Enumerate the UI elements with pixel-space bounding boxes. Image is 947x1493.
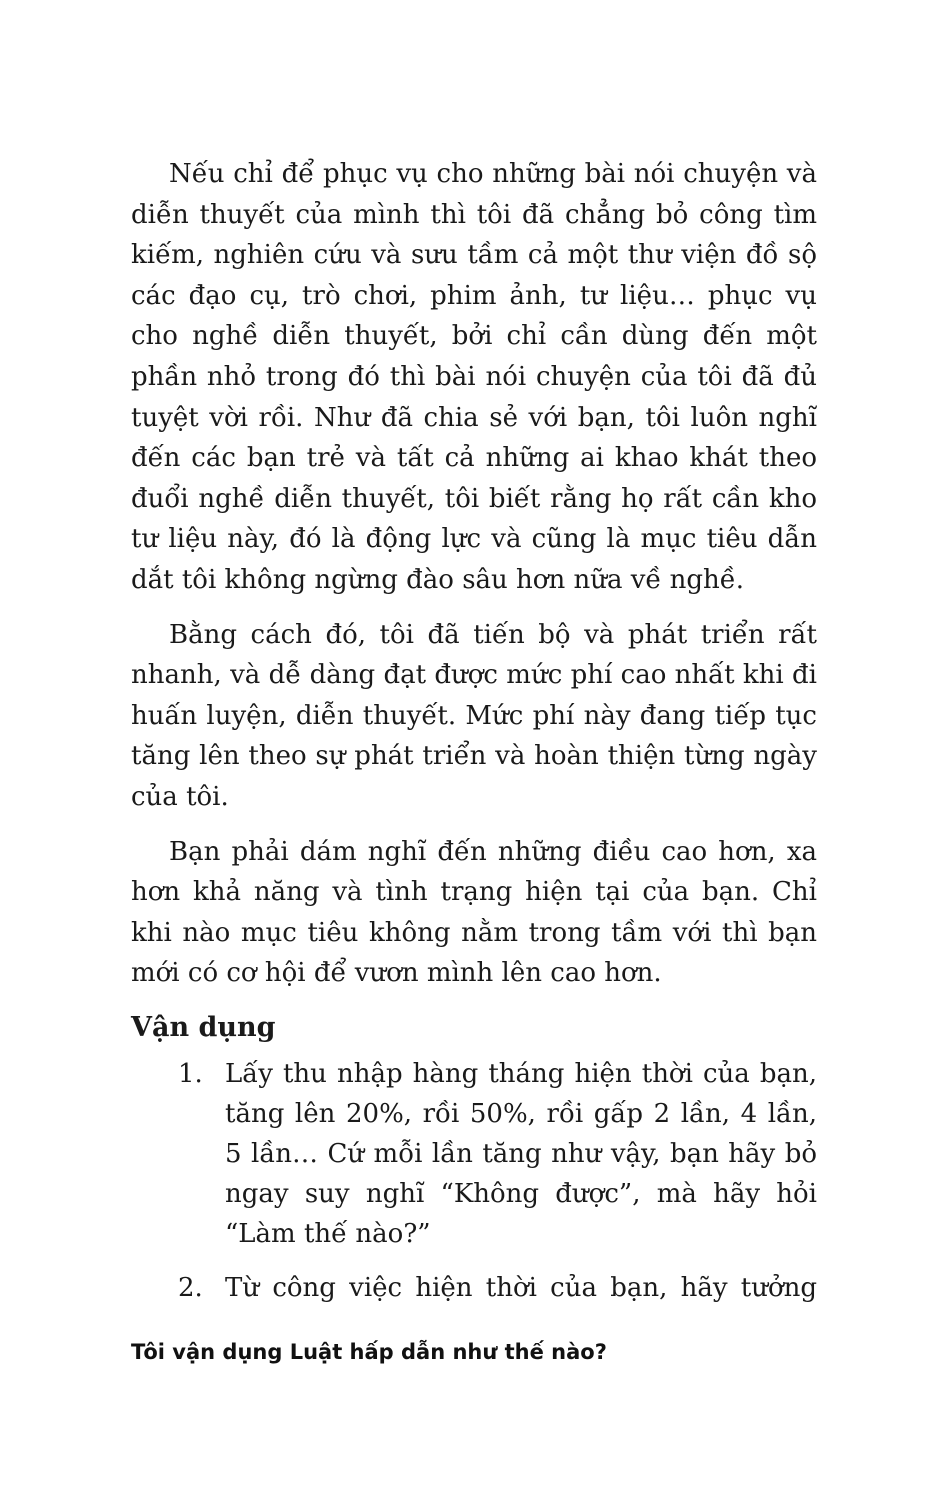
- body-paragraph: Nếu chỉ để phục vụ cho những bài nói chuyện và diễn thuyết của mình thì tôi đã chẳng bỏ công tìm kiếm, nghiên cứu và sưu tầm cả một thư viện đồ sộ các đạo cụ, trò chơi, phim ảnh, tư liệu… phục vụ cho nghề diễn thuyết, bởi chỉ cần dùng đến một phần nhỏ trong đó thì bài nói chuyện của tôi đã đủ tuyệt vời rồi. Như đã chia sẻ với bạn, tôi luôn nghĩ đến các bạn trẻ và tất cả những ai khao khát theo đuổi nghề diễn thuyết, tôi biết rằng họ rất cần kho tư liệu này, đó là động lực và cũng là mục tiêu dẫn dắt tôi không ngừng đào sâu hơn nữa về nghề.: [131, 159, 817, 595]
- list-item: [131, 1054, 817, 1254]
- list-item-number: 1.: [178, 1058, 203, 1089]
- body-paragraph: Bằng cách đó, tôi đã tiến bộ và phát triển rất nhanh, và dễ dàng đạt được mức phí cao nhất khi đi huấn luyện, diễn thuyết. Mức phí này đang tiếp tục tăng lên theo sự phát triển và hoàn thiện từng ngày của tôi.: [131, 619, 817, 812]
- list-item: [131, 1268, 817, 1308]
- list-item-text: Từ công việc hiện thời của bạn, hãy tưởng: [225, 1272, 817, 1303]
- list-item-number: 2.: [178, 1272, 203, 1303]
- running-footer-title: Tôi vận dụng Luật hấp dẫn như thế nào?: [131, 1340, 607, 1364]
- body-paragraph: Bạn phải dám nghĩ đến những điều cao hơn, xa hơn khả năng và tình trạng hiện tại của bạn. Chỉ khi nào mục tiêu không nằm trong tầm với thì bạn mới có cơ hội để vươn mình lên cao hơn.: [131, 836, 817, 989]
- section-heading: Vận dụng: [131, 1011, 276, 1043]
- page-body: [131, 154, 817, 1322]
- steps-list: [131, 1054, 817, 1308]
- list-item-text: Lấy thu nhập hàng tháng hiện thời của bạn, tăng lên 20%, rồi 50%, rồi gấp 2 lần, 4 lần, 5 lần… Cứ mỗi lần tăng như vậy, bạn hãy bỏ ngay suy nghĩ “Không được”, mà hãy hỏi “Làm thế nào?”: [225, 1058, 817, 1249]
